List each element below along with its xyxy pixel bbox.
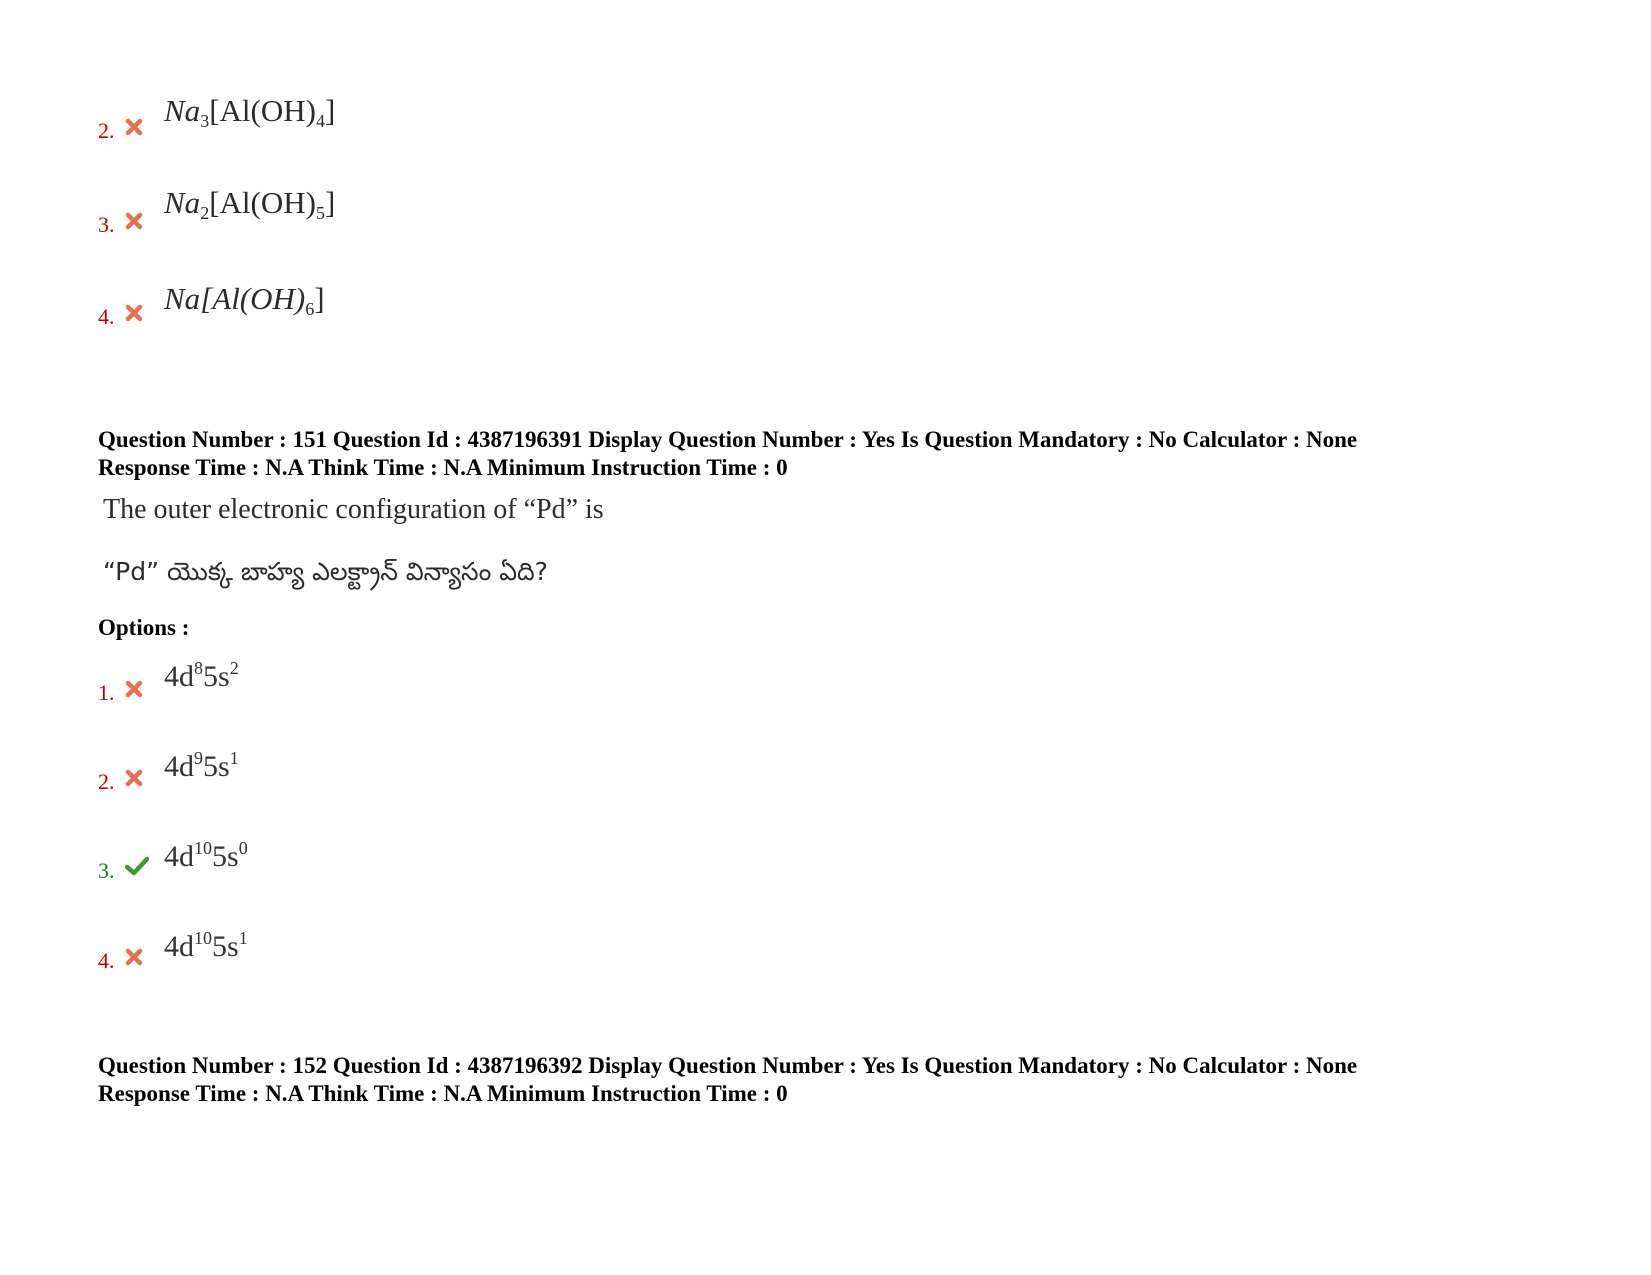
cross-icon [125,118,145,138]
cross-icon [125,948,145,968]
formula-superscript: 8 [194,658,203,678]
formula-part: [Al(OH) [209,93,316,128]
formula-subscript: 5 [315,203,325,223]
formula-part: [Al(OH) [209,185,316,220]
formula-superscript: 1 [238,928,248,948]
option-row [98,185,698,248]
option-formula [164,658,239,693]
question-text-telugu: “Pd” యొక్క బాహ్య ఎలక్ట్రాన్ విన్యాసం ఏది? [103,557,548,586]
option-row [98,650,698,710]
option-number: 4. [98,304,115,329]
formula-superscript: 9 [194,748,203,768]
formula-subscript: 3 [200,111,210,131]
question-meta-line: Question Number : 152 Question Id : 4387196392 Display Question Number : Yes Is Question Mandatory : No Calculator : None [98,1053,1358,1078]
option-row [98,830,698,890]
formula-superscript: 1 [229,748,239,768]
question-meta-line: Response Time : N.A Think Time : N.A Minimum Instruction Time : 0 [98,455,788,480]
formula-subscript: 6 [305,299,315,319]
formula-part: ] [324,185,336,220]
formula-part: 5s [203,750,230,783]
cross-icon [125,304,145,324]
option-row [98,281,698,344]
option-row [98,740,698,800]
option-formula [164,185,336,223]
option-formula [164,93,336,131]
formula-subscript: 4 [315,111,325,131]
formula-part: ] [324,93,336,128]
formula-part: 5s [212,840,239,873]
formula-superscript: 10 [194,928,212,948]
option-formula [164,281,325,319]
formula-part: 4d [164,750,194,783]
formula-base: Na [164,281,201,316]
option-formula [164,928,248,963]
question-text-english: The outer electronic configuration of “Pd” is [103,494,604,525]
option-row [98,918,698,978]
formula-subscript: 2 [200,203,210,223]
formula-superscript: 2 [229,658,239,678]
formula-base: Na [164,93,201,128]
option-number: 2. [98,118,115,143]
option-formula [164,838,248,873]
option-number: 3. [98,212,115,237]
option-number: 3. [98,858,115,883]
formula-part: 4d [164,840,194,873]
formula-base: Na [164,185,201,220]
cross-icon [125,680,145,700]
question-meta-line: Question Number : 151 Question Id : 4387196391 Display Question Number : Yes Is Question Mandatory : No Calculator : None [98,427,1358,452]
formula-part: ] [314,281,325,316]
option-number: 2. [98,769,115,794]
option-number: 1. [98,680,115,705]
question-meta-line: Response Time : N.A Think Time : N.A Minimum Instruction Time : 0 [98,1081,788,1106]
cross-icon [125,212,145,232]
formula-superscript: 0 [238,838,248,858]
options-label: Options : [98,615,190,640]
formula-part: 4d [164,660,194,693]
cross-icon [125,769,145,789]
check-icon [125,856,145,876]
option-formula [164,748,239,783]
formula-part: 4d [164,930,194,963]
formula-superscript: 10 [194,838,212,858]
formula-part: [Al(OH) [200,281,306,316]
formula-part: 5s [212,930,239,963]
formula-part: 5s [203,660,230,693]
option-row [98,93,698,156]
option-number: 4. [98,948,115,973]
